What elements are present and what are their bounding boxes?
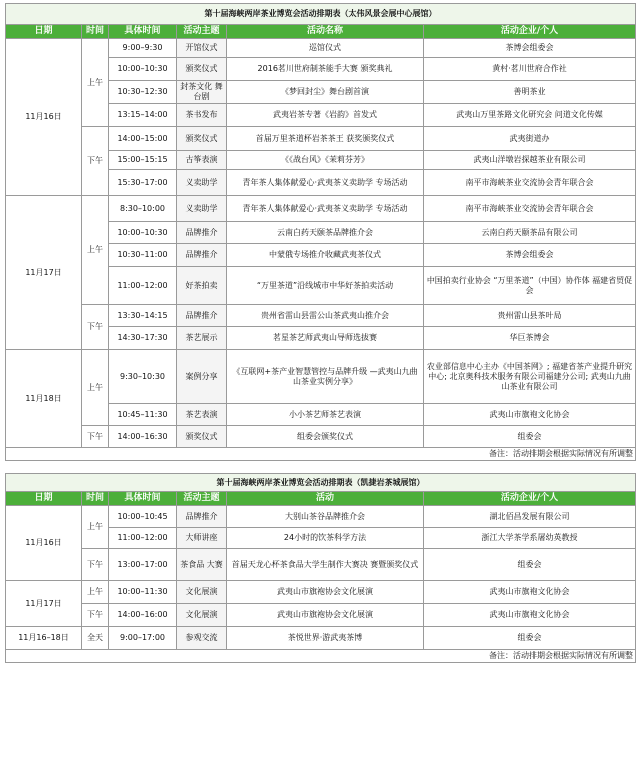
activity-cell: 云南白药天颐茶品牌推介会: [227, 222, 424, 244]
theme-cell: 品牌推介: [177, 244, 227, 267]
organizer-cell: 浙江大学茶学系屠幼英教授: [424, 528, 636, 549]
header-period: 时间: [82, 492, 109, 506]
organizer-cell: 武夷山市旗袍文化协会: [424, 604, 636, 627]
activity-cell: 《梦回封尘》舞台剧首演: [227, 81, 424, 104]
activity-cell: 《互联网+茶产业智慧管控与品牌升级 —武夷山九曲山茶业实例分享》: [227, 350, 424, 404]
theme-cell: 封茶文化 舞台剧: [177, 81, 227, 104]
time-cell: 11:00–12:00: [109, 267, 177, 305]
time-cell: 10:00–10:30: [109, 222, 177, 244]
organizer-cell: 中国拍卖行业协会 “万里茶道”（中国）协作体 福建省贸促会: [424, 267, 636, 305]
header-period: 时间: [82, 25, 109, 39]
period-cell: 上午: [82, 506, 109, 549]
date-cell: 11月16日: [6, 39, 82, 196]
table-row: [6, 581, 636, 604]
activity-cell: 武夷岩茶专著《岩韵》首发式: [227, 104, 424, 127]
theme-cell: 品牌推介: [177, 305, 227, 327]
date-cell: 11月17日: [6, 581, 82, 627]
organizer-cell: 武夷街道办: [424, 127, 636, 151]
activity-cell: 茗星茶艺师武夷山导师选拔赛: [227, 327, 424, 350]
table-row: [6, 196, 636, 222]
organizer-cell: 黄村·茗川世府合作社: [424, 58, 636, 81]
organizer-cell: 组委会: [424, 627, 636, 650]
period-cell: 上午: [82, 350, 109, 426]
period-cell: 下午: [82, 305, 109, 350]
theme-cell: 颁奖仪式: [177, 426, 227, 448]
activity-cell: 中蒙俄专场推介收藏武夷茶仪式: [227, 244, 424, 267]
organizer-cell: 农业部信息中心主办《中国茶网》; 福建省茶产业提升研究中心; 北京奥科技术服务有限公司福建分公司; 武夷山九曲山茶业有限公司: [424, 350, 636, 404]
organizer-cell: 武夷山市旗袍文化协会: [424, 404, 636, 426]
theme-cell: 茶书发布: [177, 104, 227, 127]
theme-cell: 义卖助学: [177, 170, 227, 196]
activity-cell: 《《战台风》《茉莉芬芳》: [227, 151, 424, 170]
table-row: [6, 506, 636, 528]
table-row: [6, 305, 636, 327]
organizer-cell: 茶博会组委会: [424, 39, 636, 58]
time-cell: 13:00–17:00: [109, 549, 177, 581]
time-cell: 8:30–10:00: [109, 196, 177, 222]
activity-cell: 大别山茶谷品牌推介会: [227, 506, 424, 528]
header-theme: 活动主题: [177, 25, 227, 39]
theme-cell: 颁奖仪式: [177, 58, 227, 81]
organizer-cell: 南平市海峡茶业交流协会青年联合会: [424, 170, 636, 196]
header-date: 日期: [6, 492, 82, 506]
period-cell: 上午: [82, 581, 109, 604]
header-time: 具体时间: [109, 25, 177, 39]
activity-cell: 贵州省雷山县雷公山茶武夷山推介会: [227, 305, 424, 327]
organizer-cell: 组委会: [424, 426, 636, 448]
table-row: [6, 627, 636, 650]
activity-cell: 24小时的饮茶科学方法: [227, 528, 424, 549]
header-row: [6, 25, 636, 39]
time-cell: 9:30–10:30: [109, 350, 177, 404]
table-title: 第十届海峡两岸茶业博览会活动排期表（凯捷岩茶城展馆）: [6, 474, 636, 492]
time-cell: 11:00–12:00: [109, 528, 177, 549]
header-activity: 活动名称: [227, 25, 424, 39]
theme-cell: 案例分享: [177, 350, 227, 404]
header-organizer: 活动企业/个人: [424, 25, 636, 39]
time-cell: 14:00–16:00: [109, 604, 177, 627]
activity-cell: 青年茶人集体献爱心·武夷茶义卖助学 专场活动: [227, 196, 424, 222]
period-cell: 下午: [82, 549, 109, 581]
table-title: 第十届海峡两岸茶业博览会活动排期表（太伟风景会展中心展馆）: [6, 4, 636, 25]
time-cell: 13:30–14:15: [109, 305, 177, 327]
schedule-page: [5, 3, 635, 663]
header-activity: 活动: [227, 492, 424, 506]
time-cell: 15:30–17:00: [109, 170, 177, 196]
period-cell: 上午: [82, 39, 109, 127]
schedule-table-1: [5, 3, 636, 461]
organizer-cell: 组委会: [424, 549, 636, 581]
activity-cell: 首届天龙心杯茶食品大学生制作大赛决 赛暨颁奖仪式: [227, 549, 424, 581]
time-cell: 10:45–11:30: [109, 404, 177, 426]
header-theme: 活动主题: [177, 492, 227, 506]
theme-cell: 文化展演: [177, 581, 227, 604]
time-cell: 10:00–10:30: [109, 58, 177, 81]
theme-cell: 茶食品 大赛: [177, 549, 227, 581]
activity-cell: 武夷山市旗袍协会文化展演: [227, 581, 424, 604]
time-cell: 13:15–14:00: [109, 104, 177, 127]
table-row: [6, 39, 636, 58]
header-organizer: 活动企业/个人: [424, 492, 636, 506]
organizer-cell: 茶博会组委会: [424, 244, 636, 267]
table-row: [6, 604, 636, 627]
table-row: [6, 549, 636, 581]
activity-cell: 首届万里茶道杯岩茶茶王 获奖颁奖仪式: [227, 127, 424, 151]
time-cell: 14:00–16:30: [109, 426, 177, 448]
period-cell: 下午: [82, 127, 109, 196]
activity-cell: 小小茶艺师茶艺表演: [227, 404, 424, 426]
time-cell: 14:30–17:30: [109, 327, 177, 350]
activity-cell: 巡馆仪式: [227, 39, 424, 58]
table-row: [6, 426, 636, 448]
schedule-table-2: [5, 473, 636, 663]
period-cell: 全天: [82, 627, 109, 650]
activity-cell: “万里茶道”沿线城市中华好茶拍卖活动: [227, 267, 424, 305]
organizer-cell: 云南白药天颐茶品有限公司: [424, 222, 636, 244]
time-cell: 10:30–12:30: [109, 81, 177, 104]
time-cell: 9:00–17:00: [109, 627, 177, 650]
time-cell: 9:00–9:30: [109, 39, 177, 58]
theme-cell: 开馆仪式: [177, 39, 227, 58]
date-cell: 11月16–18日: [6, 627, 82, 650]
table-row: [6, 350, 636, 404]
theme-cell: 品牌推介: [177, 222, 227, 244]
activity-cell: 2016茗川世府制茶能手大赛 颁奖典礼: [227, 58, 424, 81]
header-date: 日期: [6, 25, 82, 39]
time-cell: 10:30–11:00: [109, 244, 177, 267]
organizer-cell: 武夷山万里茶路文化研究会 问道文化传媒: [424, 104, 636, 127]
organizer-cell: 武夷山洋墩岩探越茶业有限公司: [424, 151, 636, 170]
theme-cell: 义卖助学: [177, 196, 227, 222]
period-cell: 下午: [82, 426, 109, 448]
organizer-cell: 华巨茶博会: [424, 327, 636, 350]
date-cell: 11月16日: [6, 506, 82, 581]
activity-cell: 青年茶人集体献爱心·武夷茶义卖助学 专场活动: [227, 170, 424, 196]
theme-cell: 茶艺展示: [177, 327, 227, 350]
date-cell: 11月18日: [6, 350, 82, 448]
header-time: 具体时间: [109, 492, 177, 506]
theme-cell: 参观交流: [177, 627, 227, 650]
table-spacer: [5, 461, 635, 473]
organizer-cell: 贵州雷山县茶叶局: [424, 305, 636, 327]
table-note: 备注：活动排期会根据实际情况有所调整: [6, 650, 636, 663]
organizer-cell: 南平市海峡茶业交流协会青年联合会: [424, 196, 636, 222]
organizer-cell: 善明茶业: [424, 81, 636, 104]
theme-cell: 文化展演: [177, 604, 227, 627]
theme-cell: 大师讲座: [177, 528, 227, 549]
header-row: [6, 492, 636, 506]
theme-cell: 古筝表演: [177, 151, 227, 170]
organizer-cell: 湖北佰昌发展有限公司: [424, 506, 636, 528]
activity-cell: 茶悦世界·游武夷茶博: [227, 627, 424, 650]
table-note: 备注：活动排期会根据实际情况有所调整: [6, 448, 636, 461]
time-cell: 14:00–15:00: [109, 127, 177, 151]
date-cell: 11月17日: [6, 196, 82, 350]
organizer-cell: 武夷山市旗袍文化协会: [424, 581, 636, 604]
period-cell: 下午: [82, 604, 109, 627]
theme-cell: 颁奖仪式: [177, 127, 227, 151]
activity-cell: 组委会颁奖仪式: [227, 426, 424, 448]
time-cell: 10:00–10:45: [109, 506, 177, 528]
time-cell: 10:00–11:30: [109, 581, 177, 604]
table-row: [6, 127, 636, 151]
theme-cell: 好茶拍卖: [177, 267, 227, 305]
period-cell: 上午: [82, 196, 109, 305]
time-cell: 15:00–15:15: [109, 151, 177, 170]
theme-cell: 茶艺表演: [177, 404, 227, 426]
theme-cell: 品牌推介: [177, 506, 227, 528]
activity-cell: 武夷山市旗袍协会文化展演: [227, 604, 424, 627]
